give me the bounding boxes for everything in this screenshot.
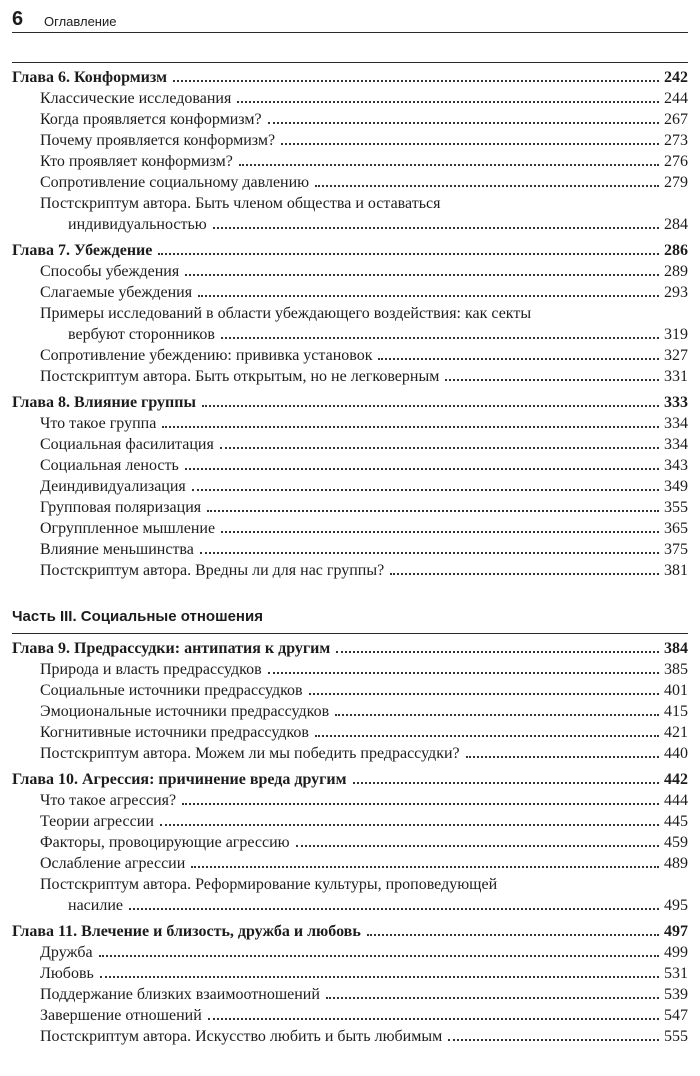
- dot-leader: [221, 337, 659, 339]
- toc-section-entry[interactable]: [12, 722, 688, 743]
- page-ref: 445: [664, 813, 688, 830]
- dot-leader: [182, 803, 659, 805]
- entry-title: Что такое группа: [40, 415, 157, 432]
- entry-title: Постскриптум автора. Вредны ли для нас группы?: [40, 562, 385, 579]
- toc-section-entry[interactable]: [12, 345, 688, 366]
- dot-leader: [315, 735, 659, 737]
- toc-section-entry[interactable]: [12, 790, 688, 811]
- page-ref: 497: [664, 923, 688, 940]
- entry-title: Любовь: [40, 965, 94, 982]
- dot-leader: [162, 426, 659, 428]
- page-ref: 355: [664, 499, 688, 516]
- page-ref: 333: [664, 394, 688, 411]
- entry-title: Групповая поляризация: [40, 499, 202, 516]
- dot-leader: [191, 866, 659, 868]
- entry-title: Теории агрессии: [40, 813, 154, 830]
- entry-title: Глава 9. Предрассудки: антипатия к другим: [12, 640, 331, 657]
- entry-title: Слагаемые убеждения: [40, 284, 193, 301]
- entry-title-continued: индивидуальностью: [68, 216, 207, 233]
- toc-section-entry[interactable]: [12, 853, 688, 874]
- page-ref: 331: [664, 368, 688, 385]
- dot-leader: [207, 510, 659, 512]
- toc-section-entry[interactable]: [12, 743, 688, 764]
- page-ref: 489: [664, 855, 688, 872]
- toc-section-entry[interactable]: [12, 811, 688, 832]
- page-ref: 547: [664, 1007, 688, 1024]
- page-ref: 442: [664, 771, 688, 788]
- toc-section-entry[interactable]: [12, 680, 688, 701]
- toc-section-entry[interactable]: [12, 172, 688, 193]
- dot-leader: [198, 295, 659, 297]
- toc-section-entry[interactable]: [12, 303, 688, 345]
- dot-leader: [390, 573, 659, 575]
- entry-title-continued: насилие: [68, 897, 123, 914]
- dot-leader: [208, 1018, 659, 1020]
- dot-leader: [239, 164, 659, 166]
- toc-section-entry[interactable]: [12, 413, 688, 434]
- page-ref: 276: [664, 153, 688, 170]
- page-ref: 385: [664, 661, 688, 678]
- toc-chapter-entry[interactable]: [12, 240, 688, 261]
- toc-section-entry[interactable]: [12, 282, 688, 303]
- dot-leader: [268, 672, 659, 674]
- toc-section-entry[interactable]: [12, 518, 688, 539]
- page-ref: 242: [664, 69, 688, 86]
- toc-chapter-entry[interactable]: [12, 921, 688, 942]
- entry-title: Постскриптум автора. Реформирование культуры, проповедующей: [40, 876, 498, 893]
- page-ref: 284: [664, 216, 688, 233]
- dot-leader: [336, 651, 659, 653]
- toc-section-entry[interactable]: [12, 701, 688, 722]
- dot-leader: [158, 253, 659, 255]
- entry-title: Глава 11. Влечение и близость, дружба и любовь: [12, 923, 361, 940]
- entry-title: Социальная фасилитация: [40, 436, 214, 453]
- page-ref: 381: [664, 562, 688, 579]
- entry-title: Ослабление агрессии: [40, 855, 186, 872]
- dot-leader: [221, 531, 659, 533]
- dot-leader: [100, 976, 659, 978]
- toc-section-entry[interactable]: [12, 1005, 688, 1026]
- page-ref: 286: [664, 242, 688, 259]
- dot-leader: [185, 274, 659, 276]
- dot-leader: [367, 934, 659, 936]
- dot-leader: [129, 908, 659, 910]
- page-ref: 539: [664, 986, 688, 1003]
- page-ref: 343: [664, 457, 688, 474]
- entry-title: Примеры исследований в области убеждающего воздействия: как секты: [40, 305, 532, 322]
- entry-title: Постскриптум автора. Быть членом общества и оставаться: [40, 195, 441, 212]
- running-title: Оглавление: [44, 14, 117, 29]
- page-ref: 327: [664, 347, 688, 364]
- entry-title: Глава 8. Влияние группы: [12, 394, 196, 411]
- dot-leader: [335, 714, 659, 716]
- dot-leader: [173, 80, 659, 82]
- page-ref: 421: [664, 724, 688, 741]
- dot-leader: [309, 693, 659, 695]
- page-ref: 289: [664, 263, 688, 280]
- dot-leader: [353, 782, 659, 784]
- toc-section-entry[interactable]: [12, 261, 688, 282]
- page-ref: 349: [664, 478, 688, 495]
- dot-leader: [326, 997, 659, 999]
- entry-title: Что такое агрессия?: [40, 792, 177, 809]
- entry-title: Сопротивление убеждению: прививка установок: [40, 347, 373, 364]
- toc-section-entry[interactable]: [12, 366, 688, 387]
- entry-title: Социальная леность: [40, 457, 179, 474]
- dot-leader: [185, 468, 659, 470]
- dot-leader: [448, 1039, 659, 1041]
- toc-section-entry[interactable]: [12, 497, 688, 518]
- toc-chapter-entry[interactable]: [12, 62, 688, 88]
- dot-leader: [296, 845, 659, 847]
- toc-section-entry[interactable]: [12, 151, 688, 172]
- toc-section-entry[interactable]: [12, 539, 688, 560]
- page-ref: 279: [664, 174, 688, 191]
- toc-section-entry[interactable]: [12, 1026, 688, 1047]
- toc-section-entry[interactable]: [12, 476, 688, 497]
- page-ref: 334: [664, 436, 688, 453]
- dot-leader: [281, 143, 659, 145]
- page-ref: 459: [664, 834, 688, 851]
- dot-leader: [213, 227, 659, 229]
- toc-section-entry[interactable]: [12, 130, 688, 151]
- toc-section-entry[interactable]: [12, 193, 688, 235]
- toc-section-entry[interactable]: [12, 560, 688, 581]
- entry-title: Завершение отношений: [40, 1007, 202, 1024]
- toc-chapter-entry[interactable]: [12, 392, 688, 413]
- part-heading: Часть III. Социальные отношения: [12, 608, 263, 625]
- toc-section-entry[interactable]: [12, 984, 688, 1005]
- page-ref: 384: [664, 640, 688, 657]
- toc-section-entry[interactable]: [12, 455, 688, 476]
- dot-leader: [202, 405, 659, 407]
- entry-title: Глава 6. Конформизм: [12, 69, 167, 86]
- entry-title: Сопротивление социальному давлению: [40, 174, 310, 191]
- dot-leader: [237, 101, 659, 103]
- page-ref: 499: [664, 944, 688, 961]
- page-ref: 319: [664, 326, 688, 343]
- entry-title: Классические исследования: [40, 90, 232, 107]
- entry-title: Почему проявляется конформизм?: [40, 132, 276, 149]
- entry-title: Глава 7. Убеждение: [12, 242, 153, 259]
- page-ref: 531: [664, 965, 688, 982]
- dot-leader: [268, 122, 659, 124]
- entry-title: Глава 10. Агрессия: причинение вреда другим: [12, 771, 347, 788]
- toc-section-entry[interactable]: [12, 942, 688, 963]
- page-ref: 415: [664, 703, 688, 720]
- entry-title: Эмоциональные источники предрассудков: [40, 703, 330, 720]
- entry-title: Социальные источники предрассудков: [40, 682, 303, 699]
- toc-section-entry[interactable]: [12, 874, 688, 916]
- entry-title: Факторы, провоцирующие агрессию: [40, 834, 290, 851]
- page-ref: 273: [664, 132, 688, 149]
- entry-title: Дружба: [40, 944, 93, 961]
- page-ref: 555: [664, 1028, 688, 1045]
- page-ref: 401: [664, 682, 688, 699]
- dot-leader: [445, 379, 659, 381]
- dot-leader: [99, 955, 659, 957]
- page-ref: 440: [664, 745, 688, 762]
- page-ref: 244: [664, 90, 688, 107]
- entry-title: Постскриптум автора. Искусство любить и быть любимым: [40, 1028, 443, 1045]
- dot-leader: [160, 824, 659, 826]
- page-number: 6: [12, 8, 24, 30]
- dot-leader: [220, 447, 659, 449]
- entry-title: Постскриптум автора. Быть открытым, но не легковерным: [40, 368, 440, 385]
- toc-chapter-entry[interactable]: [12, 633, 688, 659]
- dot-leader: [192, 489, 659, 491]
- page-ref: 267: [664, 111, 688, 128]
- entry-title: Постскриптум автора. Можем ли мы победить предрассудки?: [40, 745, 460, 762]
- page-ref: 293: [664, 284, 688, 301]
- toc-section-entry[interactable]: [12, 963, 688, 984]
- dot-leader: [315, 185, 659, 187]
- entry-title: Огруппленное мышление: [40, 520, 216, 537]
- entry-title: Способы убеждения: [40, 263, 180, 280]
- running-header: [12, 10, 688, 33]
- dot-leader: [200, 552, 659, 554]
- dot-leader: [378, 358, 659, 360]
- entry-title: Деиндивидуализация: [40, 478, 186, 495]
- toc-chapter-entry[interactable]: [12, 769, 688, 790]
- entry-title: Когда проявляется конформизм?: [40, 111, 262, 128]
- entry-title: Поддержание близких взаимоотношений: [40, 986, 320, 1003]
- page-ref: 495: [664, 897, 688, 914]
- page-ref: 334: [664, 415, 688, 432]
- entry-title: Природа и власть предрассудков: [40, 661, 262, 678]
- page-ref: 365: [664, 520, 688, 537]
- toc-section-entry[interactable]: [12, 434, 688, 455]
- page-ref: 444: [664, 792, 688, 809]
- toc-section-entry[interactable]: [12, 659, 688, 680]
- entry-title-continued: вербуют сторонников: [68, 326, 215, 343]
- entry-title: Когнитивные источники предрассудков: [40, 724, 309, 741]
- entry-title: Влияние меньшинства: [40, 541, 194, 558]
- toc-section-entry[interactable]: [12, 832, 688, 853]
- page-ref: 375: [664, 541, 688, 558]
- dot-leader: [466, 756, 659, 758]
- toc-section-entry[interactable]: [12, 109, 688, 130]
- entry-title: Кто проявляет конформизм?: [40, 153, 233, 170]
- toc-section-entry[interactable]: [12, 88, 688, 109]
- table-of-contents: [12, 62, 688, 1047]
